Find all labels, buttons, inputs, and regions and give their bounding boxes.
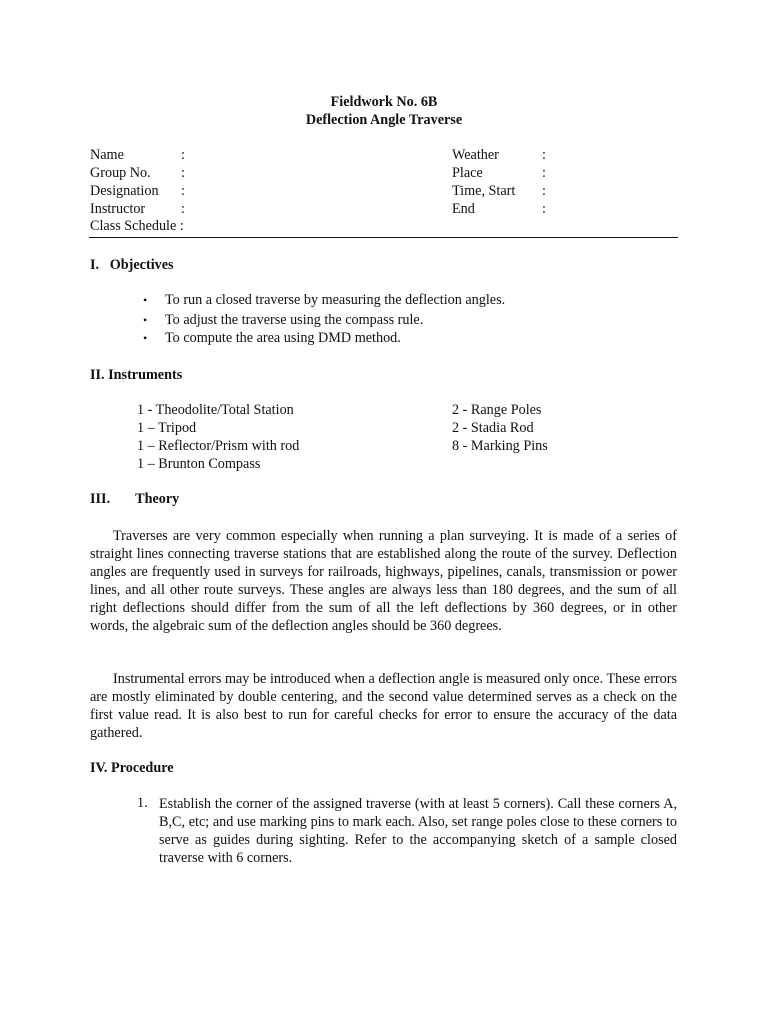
place-label: Place <box>452 165 483 181</box>
theory-number: III. <box>90 491 111 507</box>
document-subtitle: Deflection Angle Traverse <box>305 112 463 128</box>
theory-heading <box>90 491 179 508</box>
bullet-icon: • <box>143 313 148 327</box>
objectives-number: I. <box>90 257 100 273</box>
bullet-icon: • <box>143 293 148 307</box>
objective-item: To compute the area using DMD method. <box>165 330 401 346</box>
weather-colon: : <box>542 147 546 163</box>
objectives-title: Objectives <box>109 257 174 273</box>
procedure-step-text: Establish the corner of the assigned traverse (with at least 5 corners). Call these corners A, B,C, etc; and use marking pins to mark each. Also, set range poles close to these corners to serve as guides during sighting. Refer to the accompanying sketch of a sample closed traverse with 6 corners. <box>159 796 677 866</box>
objectives-heading <box>90 257 174 274</box>
instruments-number: II. <box>90 367 105 383</box>
end-colon: : <box>542 201 546 217</box>
instrument-item: 1 – Brunton Compass <box>137 456 261 472</box>
theory-paragraph <box>90 527 677 635</box>
instrument-item: 1 - Theodolite/Total Station <box>137 402 294 418</box>
theory-title: Theory <box>135 491 180 507</box>
procedure-heading <box>90 760 174 777</box>
instrument-item: 1 – Reflector/Prism with rod <box>137 438 300 454</box>
procedure-title: Procedure <box>111 760 174 776</box>
name-colon: : <box>181 147 185 163</box>
instruments-title: Instruments <box>108 367 183 383</box>
bullet-icon: • <box>143 331 148 345</box>
end-label: End <box>452 201 475 217</box>
designation-label: Designation <box>90 183 159 199</box>
objective-item: To adjust the traverse using the compass rule. <box>165 312 424 328</box>
class-schedule-label: Class Schedule : <box>90 218 184 234</box>
theory-paragraph-text: Traverses are very common especially when running a plan surveying. It is made of a series of straight lines connecting traverse stations that are established along the route of the survey. Deflection angles are frequently used in surveys for railroads, highways, pipelines, canals, transmission or power lines, and all other route surveys. These angles are always less than 180 degrees, and the sum of all right deflections should differ from the sum of all the left deflections by 360 degrees, or in other words, the algebraic sum of the deflection angles should be 360 degrees. <box>90 528 677 634</box>
weather-label: Weather <box>452 147 499 163</box>
procedure-number: IV. <box>90 760 108 776</box>
name-label: Name <box>90 147 124 163</box>
theory-paragraph <box>90 670 677 742</box>
objective-item: To run a closed traverse by measuring the deflection angles. <box>165 292 506 308</box>
group-no-colon: : <box>181 165 185 181</box>
instruments-heading <box>90 367 182 384</box>
header-divider <box>89 237 678 238</box>
place-colon: : <box>542 165 546 181</box>
group-no-label: Group No. <box>90 165 151 181</box>
instrument-item: 2 - Stadia Rod <box>452 420 534 436</box>
designation-colon: : <box>181 183 185 199</box>
document-title: Fieldwork No. 6B <box>330 94 438 110</box>
instructor-colon: : <box>181 201 185 217</box>
instrument-item: 2 - Range Poles <box>452 402 542 418</box>
instrument-item: 1 – Tripod <box>137 420 197 436</box>
time-start-label: Time, Start <box>452 183 516 199</box>
instructor-label: Instructor <box>90 201 146 217</box>
procedure-step-number: 1. <box>137 795 148 811</box>
time-start-colon: : <box>542 183 546 199</box>
theory-paragraph-text: Instrumental errors may be introduced when a deflection angle is measured only once. These errors are mostly eliminated by double centering, and the second value determined serves as a check on the first value read. It is also best to run for careful checks for error to ensure the accuracy of the data gathered. <box>90 671 677 741</box>
instrument-item: 8 - Marking Pins <box>452 438 548 454</box>
